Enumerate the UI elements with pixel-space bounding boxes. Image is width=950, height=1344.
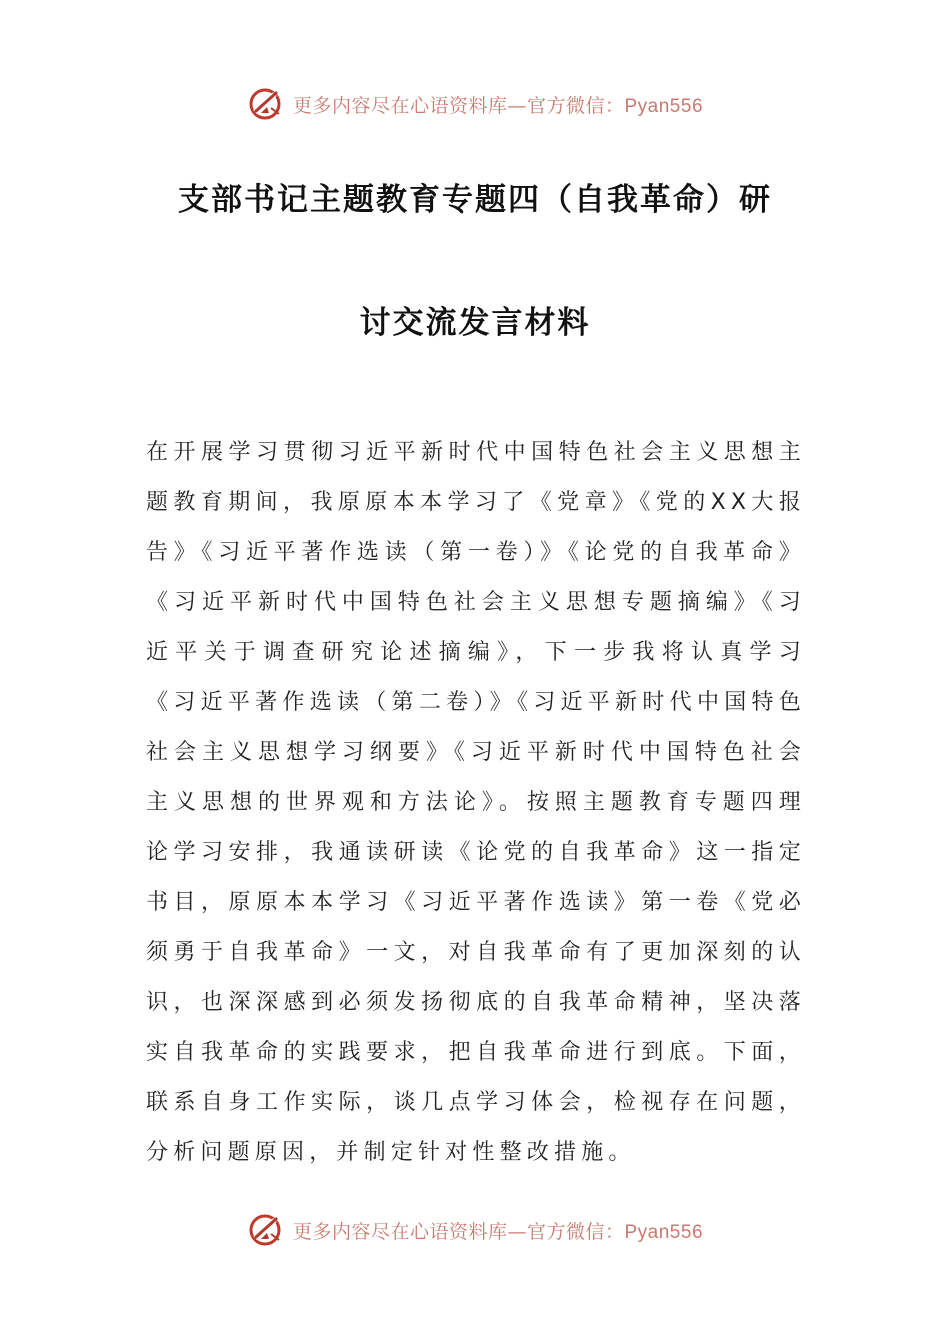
watermark-site-text: 更多内容尽在心语资料库 (292, 94, 508, 117)
watermark-text (293, 1217, 703, 1244)
watermark-site-text: 更多内容尽在心语资料库 (292, 1220, 508, 1243)
document-title-line-1: 支部书记主题教育专题四（自我革命）研 (178, 182, 772, 218)
watermark-separator: — (507, 1220, 527, 1243)
watermark-wechat-label: 官方微信： (526, 1220, 625, 1243)
header-watermark (0, 82, 950, 126)
pen-logo-icon (247, 1210, 287, 1250)
watermark-wechat-label: 官方微信： (526, 94, 625, 117)
watermark-text (293, 91, 703, 118)
watermark-wechat-id: Pyan556 (624, 95, 704, 117)
body-paragraph: 在开展学习贯彻习近平新时代中国特色社会主义思想主题教育期间，我原原本本学习了《党章》《党的XX大报告》《习近平著作选读（第一卷）》《论党的自我革命》《习近平新时代中国特色社会主义思想专题摘编》《习近平关于调查研究论述摘编》，下一步我将认真学习《习近平著作选读（第二卷）》《习近平新时代中国特色社会主义思想学习纲要》《习近平新时代中国特色社会主义思想的世界观和方法论》。按照主题教育专题四理论学习安排，我通读研读《论党的自我革命》这一指定书目，原原本本学习《习近平著作选读》第一卷《党必须勇于自我革命》一文，对自我革命有了更加深刻的认识，也深深感到必须发扬彻底的自我革命精神，坚决落实自我革命的实践要求，把自我革命进行到底。下面，联系自身工作实际，谈几点学习体会，检视存在问题，分析问题原因，并制定针对性整改措施。 (146, 440, 806, 1165)
footer-watermark (0, 1208, 950, 1252)
document-title-line-2: 讨交流发言材料 (359, 305, 591, 341)
pen-logo-icon (247, 84, 287, 124)
watermark-separator: — (507, 94, 527, 117)
watermark-wechat-id: Pyan556 (624, 1221, 704, 1243)
